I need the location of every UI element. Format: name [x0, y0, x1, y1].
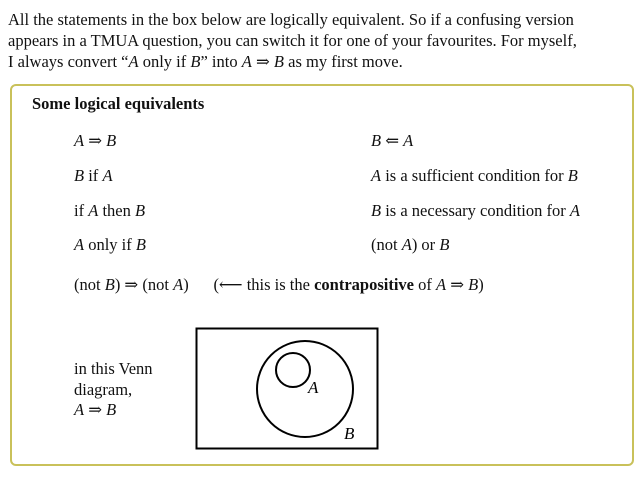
text-segment: ⇐	[381, 131, 404, 150]
set-a-circle	[276, 353, 310, 387]
box-heading: Some logical equivalents	[32, 94, 205, 113]
text-segment: A	[74, 235, 85, 254]
text-segment: B	[134, 201, 146, 220]
text-segment: A	[241, 52, 252, 71]
text-segment: (not	[371, 235, 402, 254]
text-segment: I always convert “	[8, 52, 129, 71]
text-segment: as my first move.	[284, 52, 403, 71]
text-segment: ” into	[200, 52, 242, 71]
text-segment: only if	[138, 52, 191, 71]
text-segment: B	[190, 52, 201, 71]
text-segment: of	[414, 275, 436, 294]
text-segment: A	[173, 275, 184, 294]
text-segment: A	[436, 275, 447, 294]
text-segment: A	[128, 52, 139, 71]
text-segment: ) or	[411, 235, 440, 254]
text-segment: if	[74, 201, 89, 220]
text-segment: only if	[84, 235, 136, 254]
text-segment: then	[98, 201, 135, 220]
text-segment: B	[135, 235, 146, 254]
text-segment: B	[273, 52, 284, 71]
text-segment: B	[104, 275, 115, 294]
set-b-label: B	[344, 424, 355, 443]
text-segment: B	[371, 131, 382, 150]
text-segment: ) ⇒ (not	[114, 275, 174, 294]
text-segment: ⇒	[251, 52, 274, 71]
text-segment: appears in a TMUA question, you can switch it for one of your favourites. For myself,	[8, 31, 577, 50]
text-segment: ⇒	[446, 275, 469, 294]
text-segment: if	[84, 166, 103, 185]
set-a-label: A	[308, 378, 319, 397]
text-segment: (not	[74, 275, 105, 294]
text-segment: B	[74, 166, 85, 185]
text-segment: ⇒	[84, 131, 107, 150]
text-segment: A	[403, 131, 414, 150]
text-segment: is a necessary condition for	[381, 201, 570, 220]
text-segment: A	[74, 400, 85, 419]
text-segment: B	[567, 166, 578, 185]
text-segment: contrapositive	[314, 275, 414, 294]
text-segment: A	[569, 201, 580, 220]
text-segment: is a sufficient condition for	[381, 166, 568, 185]
text-segment: A	[401, 235, 412, 254]
text-segment: B	[468, 275, 479, 294]
text-segment: B	[106, 400, 117, 419]
text-segment: A	[88, 201, 99, 220]
text-segment: All the statements in the box below are logically equivalent. So if a confusing version	[8, 10, 574, 29]
text-segment: in this Venn	[74, 359, 153, 378]
set-b-circle	[257, 341, 353, 437]
text-segment: A	[74, 131, 85, 150]
text-segment: ⇒	[84, 400, 107, 419]
text-segment: )	[478, 275, 484, 294]
text-segment: A	[102, 166, 113, 185]
text-segment: B	[106, 131, 117, 150]
text-segment: A	[371, 166, 382, 185]
text-segment: B	[371, 201, 382, 220]
text-segment: (⟵ this is the	[188, 275, 315, 294]
text-segment: diagram,	[74, 380, 133, 399]
text-segment: B	[439, 235, 450, 254]
text-segment: )	[183, 275, 189, 294]
